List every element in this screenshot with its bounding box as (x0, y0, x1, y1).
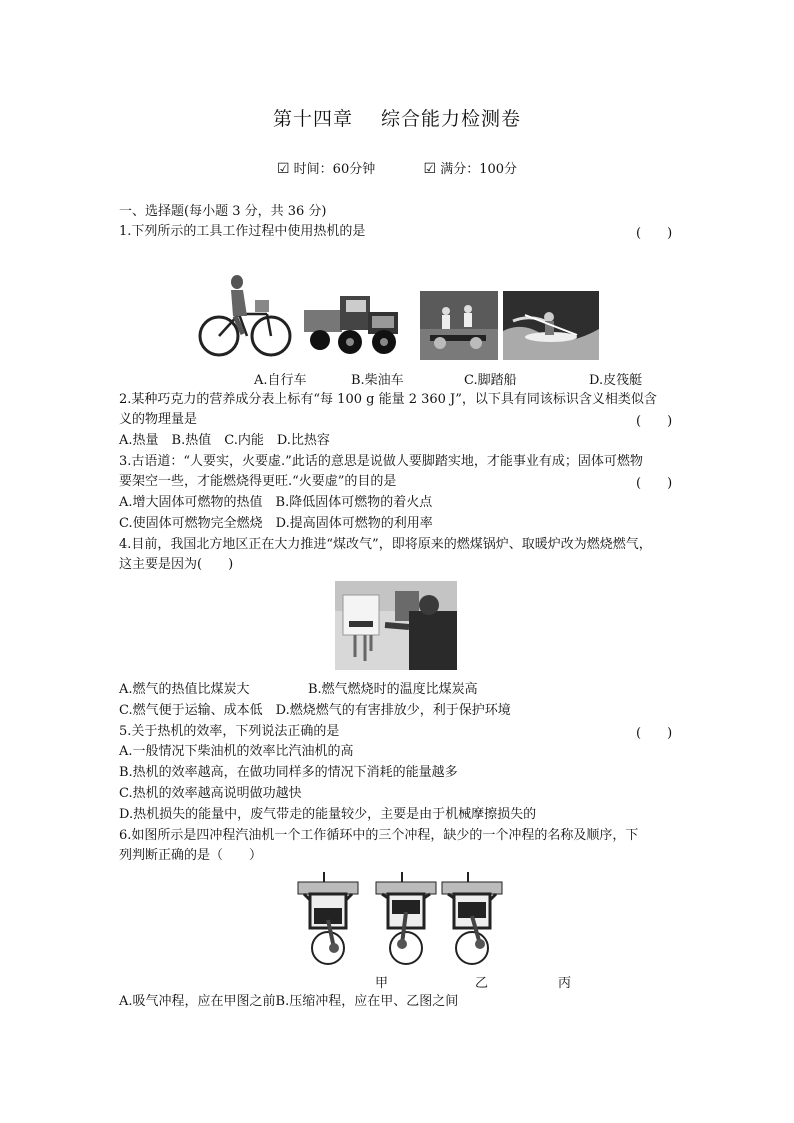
q6-stem-line2: 列判断正确的是（ ） (119, 848, 263, 863)
figure-label-bing: 丙 (558, 976, 572, 991)
q1-stem: 1.下列所示的工具工作过程中使用热机的是 (119, 224, 366, 239)
q5-stem: 5.关于热机的效率，下列说法正确的是 (119, 724, 340, 739)
time-limit: 时间：60分钟 (293, 162, 376, 177)
gas-boiler-photo (335, 581, 457, 670)
engine-stroke-diagram-jia (296, 870, 360, 968)
section-heading: 一、选择题(每小题 3 分，共 36 分) (119, 204, 327, 219)
q5-option-d: D.热机损失的能量中，废气带走的能量较少，主要是由于机械摩擦损失的 (119, 807, 537, 822)
q3-options-cd: C.使固体可燃物完全燃烧 D.提高固体可燃物的利用率 (119, 516, 433, 531)
q5-answer-paren: ( ) (636, 726, 673, 741)
q4-option-b: B.燃气燃烧时的温度比煤炭高 (308, 682, 478, 697)
test-meta (0, 158, 794, 177)
q3-stem-line2: 要架空一些，才能燃烧得更旺.“火要虚”的目的是 (119, 474, 397, 489)
full-score: 满分：100分 (440, 162, 518, 177)
q2-options: A.热量 B.热值 C.内能 D.比热容 (119, 433, 330, 448)
chapter-label: 第十四章 (272, 108, 353, 130)
figure-label-yi: 乙 (475, 976, 489, 991)
q4-stem-line1: 4.目前，我国北方地区正在大力推进“煤改气”，即将原来的燃煤锅炉、取暖炉改为燃烧燃气， (119, 537, 652, 552)
q4-option-a: A.燃气的热值比煤炭大 (119, 682, 250, 697)
q1-option-c: C.脚踏船 (464, 373, 517, 388)
engine-stroke-diagram-yi (374, 870, 438, 968)
q6-stem-line1: 6.如图所示是四冲程汽油机一个工作循环中的三个冲程，缺少的一个冲程的名称及顺序，下 (119, 828, 639, 843)
q5-option-a: A.一般情况下柴油机的效率比汽油机的高 (119, 744, 354, 759)
q5-option-c: C.热机的效率越高说明做功越快 (119, 786, 302, 801)
q4-options-cd: C.燃气便于运输、成本低 D.燃烧燃气的有害排放少，利于保护环境 (119, 703, 511, 718)
q3-stem-line1: 3.古语道：“人要实，火要虚.”此话的意思是说做人要脚踏实地，才能事业有成；固体可燃物 (119, 454, 643, 469)
q1-option-a: A.自行车 (254, 373, 307, 388)
kayak-image (503, 291, 599, 360)
bicycle-image (197, 270, 293, 360)
q2-stem-line2: 义的物理量是 (119, 412, 198, 427)
q5-option-b: B.热机的效率越高，在做功同样多的情况下消耗的能量越多 (119, 765, 458, 780)
q3-options-ab: A.增大固体可燃物的热值 B.降低固体可燃物的着火点 (119, 495, 433, 510)
q2-answer-paren: ( ) (636, 414, 673, 429)
q2-stem-line1: 2.某种巧克力的营养成分表上标有“每 100 g 能量 2 360 J”，以下具有同该标识含义相类似含 (119, 392, 657, 407)
q4-stem-line2: 这主要是因为( ) (119, 557, 234, 572)
engine-stroke-diagram-bing (440, 870, 504, 968)
diesel-truck-image (302, 290, 400, 358)
figure-label-jia: 甲 (375, 976, 389, 991)
q1-answer-paren: ( ) (636, 226, 673, 241)
test-title: 综合能力检测卷 (381, 108, 522, 130)
q1-option-b: B.柴油车 (351, 373, 404, 388)
checkbox-icon: ☑ (276, 161, 290, 177)
pedal-boat-image (420, 291, 498, 360)
checkbox-icon: ☑ (423, 161, 437, 177)
q1-option-d: D.皮筏艇 (589, 373, 643, 388)
q6-options-ab: A.吸气冲程，应在甲图之前B.压缩冲程，应在甲、乙图之间 (119, 994, 459, 1009)
q3-answer-paren: ( ) (636, 476, 673, 491)
page-title (0, 104, 794, 131)
